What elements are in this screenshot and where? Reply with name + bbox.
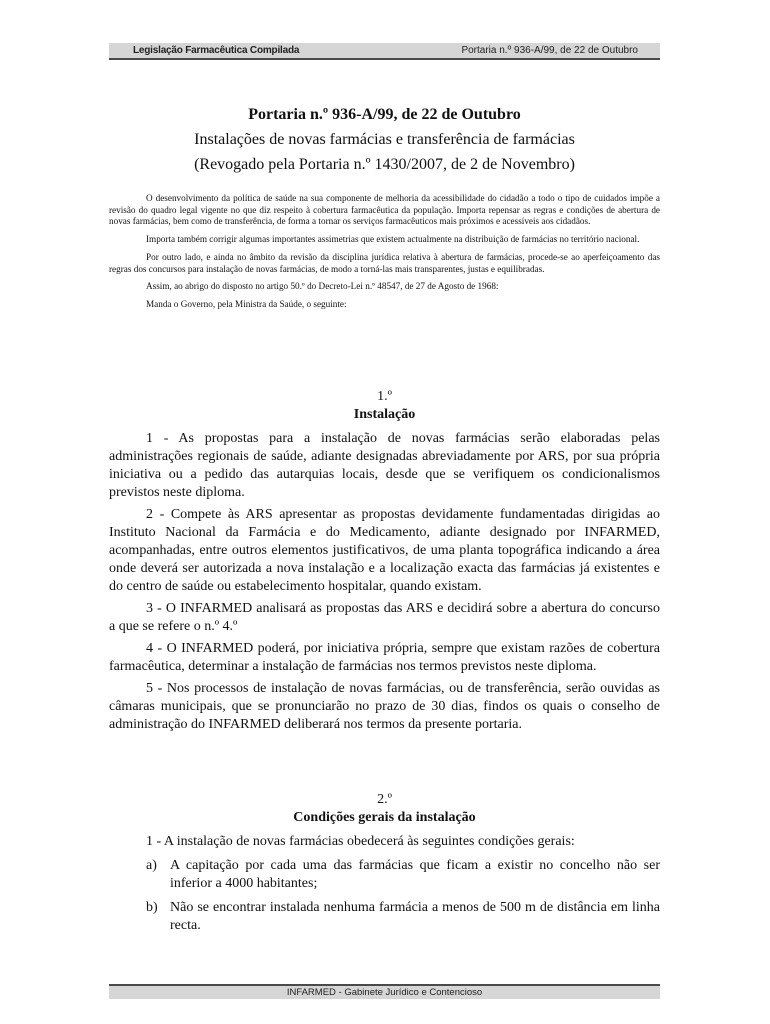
article-paragraph: 4 - O INFARMED poderá, por iniciativa própria, sempre que existam razões de cobertura farmacêutica, determinar a instalação de farmácias nos termos previstos neste diploma. — [109, 641, 660, 674]
preamble-paragraph: Importa também corrigir algumas importantes assimetrias que existem actualmente na distribuição de farmácias no território nacional. — [146, 234, 640, 245]
list-item-text: Não se encontrar instalada nenhuma farmácia a menos de 500 m de distância em linha recta. — [170, 900, 660, 933]
page-header — [109, 43, 660, 60]
article-paragraph: 3 - O INFARMED analisará as propostas das ARS e decidirá sobre a abertura do concurso a que se refere o n.º 4.º — [109, 601, 660, 634]
preamble-paragraph: Por outro lado, e ainda no âmbito da revisão da disciplina jurídica relativa à abertura de farmácias, procede-se ao aperfeiçoamento das regras dos concursos para instalação de novas farmácias, de modo a torná-las mais transparentes, justas e equilibradas. — [109, 251, 660, 274]
title-block — [109, 103, 660, 177]
article-paragraph: 1 - As propostas para a instalação de novas farmácias serão elaboradas pelas administrações regionais de saúde, adiante designadas abreviadamente por ARS, por sua própria iniciativa ou a pedido das autarquias locais, desde que se verifiquem os condicionalismos previstos neste diploma. — [109, 431, 660, 500]
list-item-letter: a) — [146, 858, 157, 873]
preamble-paragraph: O desenvolvimento da política de saúde na sua componente de melhoria da acessibilidade do cidadão a todo o tipo de cuidados impõe a revisão do quadro legal vigente no que diz respeito à cobertura farmacêutica da população. Importa repensar as regras e condições de abertura de novas farmácias, bem como de transferência, de forma a tornar os serviços farmacêuticos mais próximos e acessíveis aos cidadãos. — [109, 193, 660, 227]
article-1 — [109, 388, 660, 738]
article-paragraph: 5 - Nos processos de instalação de novas farmácias, ou de transferência, serão ouvidas as câmaras municipais, que se pronunciarão no prazo de 30 dias, findos os quais o conselho de administração do INFARMED deliberará nos termos da presente portaria. — [109, 681, 660, 732]
article-2 — [109, 791, 660, 941]
document-title: Portaria n.º 936-A/99, de 22 de Outubro — [248, 106, 521, 123]
list-item — [109, 899, 660, 935]
header-collection-title: Legislação Farmacêutica Compilada — [133, 45, 300, 56]
revocation-note: (Revogado pela Portaria n.º 1430/2007, de 2 de Novembro) — [194, 156, 575, 173]
page-footer: INFARMED - Gabinete Jurídico e Contencioso — [109, 984, 660, 999]
article-number: 2.º — [377, 792, 392, 807]
document-subtitle: Instalações de novas farmácias e transferência de farmácias — [194, 131, 575, 148]
list-item-letter: b) — [146, 900, 158, 915]
header-document-reference: Portaria n.º 936-A/99, de 22 de Outubro — [461, 45, 638, 56]
article-paragraph: 2 - Compete às ARS apresentar as propostas devidamente fundamentadas dirigidas ao Instituto Nacional da Farmácia e do Medicamento, adiante designado por INFARMED, acompanhadas, entre outros elementos justificativos, de uma planta topográfica indicando a área onde deverá ser autorizada a nova instalação e a localização exacta das farmácias já existentes e do centro de saúde ou estabelecimento hospitalar, quando existam. — [109, 507, 660, 594]
list-item-text: A capitação por cada uma das farmácias que ficam a existir no concelho não ser inferior a 4000 habitantes; — [170, 858, 660, 891]
article-title: Instalação — [353, 407, 416, 422]
list-item — [109, 857, 660, 893]
preamble — [109, 193, 660, 317]
article-number: 1.º — [377, 389, 392, 404]
article-title: Condições gerais da instalação — [293, 810, 476, 825]
preamble-paragraph: Manda o Governo, pela Ministra da Saúde, o seguinte: — [146, 298, 347, 309]
preamble-paragraph: Assim, ao abrigo do disposto no artigo 50.º do Decreto-Lei n.º 48547, de 27 de Agosto de 1968: — [146, 281, 499, 292]
article-paragraph: 1 - A instalação de novas farmácias obedecerá às seguintes condições gerais: — [146, 834, 575, 849]
